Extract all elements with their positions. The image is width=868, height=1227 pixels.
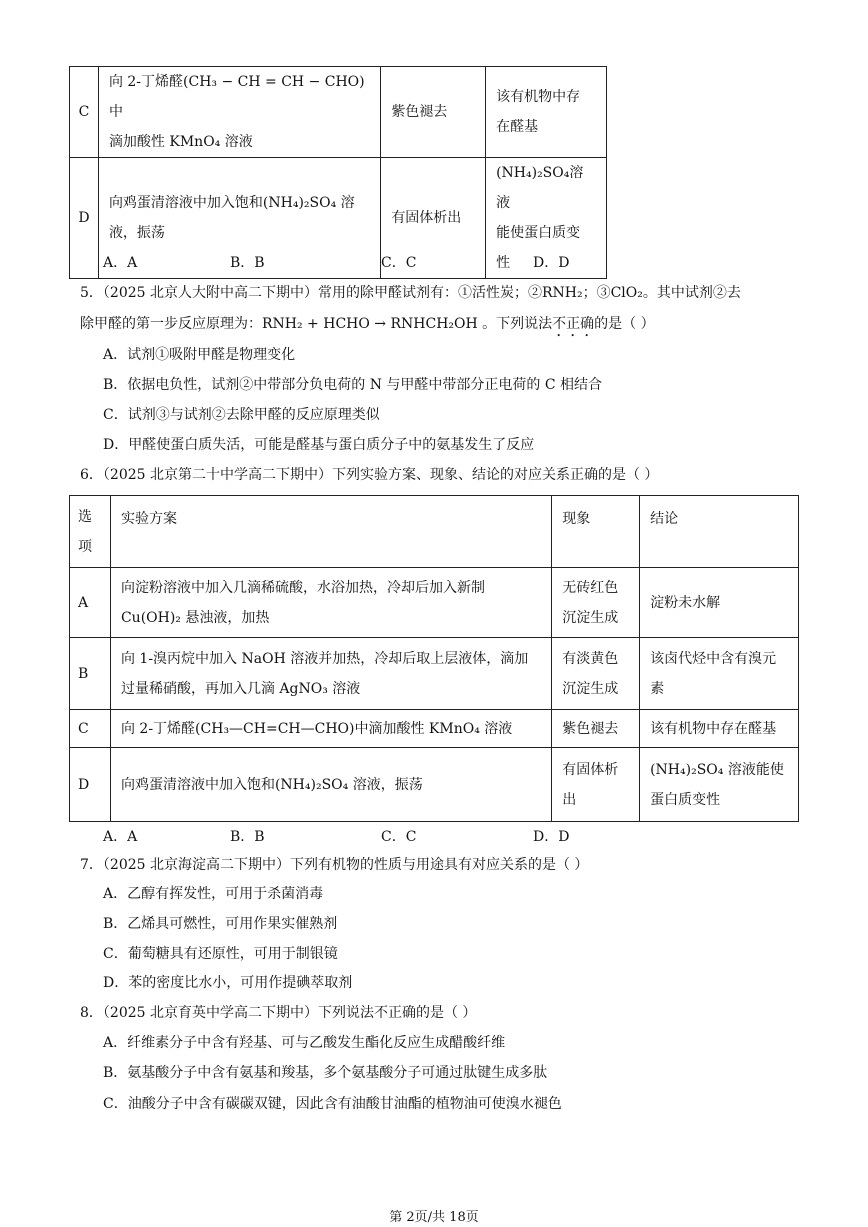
phenomenon-cell: 紫色褪去	[381, 67, 486, 158]
choice-a[interactable]: A．A	[103, 829, 138, 845]
option-c[interactable]: C．试剂③与试剂②去除甲醛的反应原理类似	[103, 407, 380, 423]
phenomenon-cell: 有固体析出	[381, 158, 486, 279]
conclusion-cell: 淀粉未水解	[640, 568, 799, 638]
option-a[interactable]: A．试剂①吸附甲醛是物理变化	[103, 347, 296, 363]
table-header-row	[70, 496, 799, 568]
header-phenomenon: 现象	[552, 496, 640, 568]
conclusion-cell: (NH₄)₂SO₄溶液 能使蛋白质变 性	[486, 158, 607, 279]
option-c[interactable]: C．油酸分子中含有碳碳双键，因此含有油酸甘油酯的植物油可使溴水褪色	[103, 1096, 562, 1112]
phenomenon-cell: 无砖红色 沉淀生成	[552, 568, 640, 638]
table-row	[70, 568, 799, 638]
phenomenon-cell: 有淡黄色 沉淀生成	[552, 638, 640, 710]
table-row	[70, 67, 607, 158]
option-cell: D	[70, 158, 99, 279]
choice-c[interactable]: C．C	[381, 829, 417, 845]
phenomenon-cell: 紫色褪去	[552, 710, 640, 748]
scheme-cell: 向 2-丁烯醛(CH₃ − CH = CH − CHO) 中 滴加酸性 KMnO₄ 溶液	[98, 67, 380, 158]
question-8-stem: 8．（2025 北京育英中学高二下期中）下列说法不正确的是（ ）	[80, 1005, 477, 1021]
option-cell: C	[70, 67, 99, 158]
option-cell: D	[70, 748, 111, 822]
question-5-stem: 5．（2025 北京人大附中高二下期中）常用的除甲醛试剂有：①活性炭；②RNH₂；③ClO₂。其中试剂②去	[80, 285, 741, 301]
conclusion-cell: 该有机物中存 在醛基	[486, 67, 607, 158]
option-b[interactable]: B．氨基酸分子中含有氨基和羧基，多个氨基酸分子可通过肽键生成多肽	[103, 1065, 548, 1081]
choice-d[interactable]: D．D	[533, 255, 570, 271]
table-row	[70, 638, 799, 710]
option-cell: C	[70, 710, 111, 748]
conclusion-cell: 该有机物中存在醛基	[640, 710, 799, 748]
header-conclusion: 结论	[640, 496, 799, 568]
phenomenon-cell: 有固体析 出	[552, 748, 640, 822]
option-d[interactable]: D．甲醛使蛋白质失活，可能是醛基与蛋白质分子中的氨基发生了反应	[103, 437, 535, 453]
scheme-cell: 向鸡蛋清溶液中加入饱和(NH₄)₂SO₄ 溶 液，振荡	[98, 158, 380, 279]
option-cell: B	[70, 638, 111, 710]
header-scheme: 实验方案	[110, 496, 551, 568]
question-7-stem: 7．（2025 北京海淀高二下期中）下列有机物的性质与用途具有对应关系的是（ ）	[80, 857, 589, 873]
question-5-stem-cont: 除甲醛的第一步反应原理为：RNH₂ + HCHO → RNHCH₂OH 。下列说法不正确的是（ ）	[80, 316, 655, 332]
scheme-cell: 向淀粉溶液中加入几滴稀硫酸，水浴加热，冷却后加入新制 Cu(OH)₂ 悬浊液，加热	[110, 568, 551, 638]
option-a[interactable]: A．纤维素分子中含有羟基、可与乙酸发生酯化反应生成醋酸纤维	[103, 1035, 506, 1051]
experiment-table	[69, 495, 799, 822]
option-c[interactable]: C．葡萄糖具有还原性，可用于制银镜	[103, 946, 338, 962]
emphasis-text: 不正确	[552, 316, 595, 332]
choice-a[interactable]: A．A	[103, 255, 138, 271]
choice-c[interactable]: C．C	[381, 255, 417, 271]
option-b[interactable]: B．依据电负性，试剂②中带部分负电荷的 N 与甲醛中带部分正电荷的 C 相结合	[103, 377, 603, 393]
choice-d[interactable]: D．D	[533, 829, 570, 845]
question-6-stem: 6．（2025 北京第二十中学高二下期中）下列实验方案、现象、结论的对应关系正确的是（ ）	[80, 467, 659, 483]
table-row	[70, 710, 799, 748]
header-option: 选 项	[70, 496, 111, 568]
option-a[interactable]: A．乙醇有挥发性，可用于杀菌消毒	[103, 886, 324, 902]
scheme-cell: 向鸡蛋清溶液中加入饱和(NH₄)₂SO₄ 溶液，振荡	[110, 748, 551, 822]
table-row	[70, 158, 607, 279]
table-continued	[69, 66, 607, 279]
option-d[interactable]: D．苯的密度比水小，可用作提碘萃取剂	[103, 975, 353, 991]
table-row	[70, 748, 799, 822]
scheme-cell: 向 2-丁烯醛(CH₃—CH=CH—CHO)中滴加酸性 KMnO₄ 溶液	[110, 710, 551, 748]
choice-b[interactable]: B．B	[230, 255, 265, 271]
conclusion-cell: 该卤代烃中含有溴元 素	[640, 638, 799, 710]
scheme-cell: 向 1-溴丙烷中加入 NaOH 溶液并加热，冷却后取上层液体，滴加 过量稀硝酸，再加入几滴 AgNO₃ 溶液	[110, 638, 551, 710]
choice-b[interactable]: B．B	[230, 829, 265, 845]
option-b[interactable]: B．乙烯具可燃性，可用作果实催熟剂	[103, 916, 338, 932]
option-cell: A	[70, 568, 111, 638]
page-footer: 第 2页/共 18页	[389, 1210, 479, 1225]
conclusion-cell: (NH₄)₂SO₄ 溶液能使 蛋白质变性	[640, 748, 799, 822]
